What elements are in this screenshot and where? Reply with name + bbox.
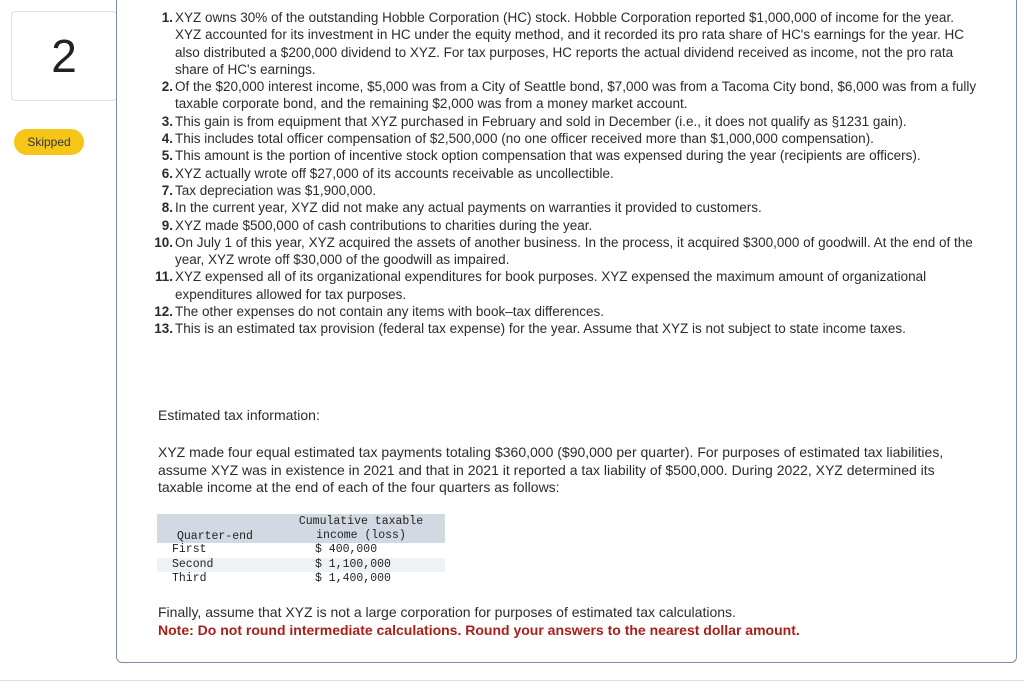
note-text: Tax depreciation was $1,900,000.	[175, 182, 377, 198]
note-text: This gain is from equipment that XYZ purchased in February and sold in December (i.e., it does not qualify as §1231 gain).	[175, 113, 907, 129]
note-text: This is an estimated tax provision (federal tax expense) for the year. Assume that XYZ is not subject to state income taxes.	[175, 321, 906, 337]
note-item	[157, 113, 982, 130]
note-text: The other expenses do not contain any items with book–tax differences.	[175, 304, 605, 320]
rounding-note: Note: Do not round intermediate calculations. Round your answers to the nearest dollar amount.	[158, 622, 800, 638]
note-item	[157, 78, 982, 113]
note-text: This includes total officer compensation of $2,500,000 (no one officer received more than $1,000,000 compensation).	[175, 131, 874, 147]
table-header	[157, 514, 445, 543]
note-number: 13.	[154, 321, 173, 337]
column-header-income-line1: Cumulative taxable	[298, 515, 424, 528]
note-text: This amount is the portion of incentive stock option compensation that was expensed during the year (recipients are officers).	[175, 148, 921, 164]
note-item	[157, 165, 982, 182]
note-number: 7.	[161, 182, 173, 198]
note-number: 6.	[161, 165, 173, 181]
note-item	[154, 268, 982, 303]
note-number: 5.	[161, 148, 173, 164]
note-text: Of the $20,000 interest income, $5,000 was from a City of Seattle bond, $7,000 was from a Tacoma City bond, $6,000 was from a fully taxable corporate bond, and the remaining $2,000 was from a money market account.	[175, 79, 977, 112]
column-header-income-line2: income (loss)	[316, 529, 406, 542]
note-item	[157, 9, 982, 78]
table-cell-amount: $ 1,100,000	[315, 557, 391, 571]
note-item	[157, 182, 982, 199]
notes-list	[154, 9, 982, 338]
final-assumption: Finally, assume that XYZ is not a large corporation for purposes of estimated tax calculations.	[158, 604, 736, 620]
note-number: 9.	[161, 217, 173, 233]
note-item	[154, 320, 982, 337]
note-text: XYZ made $500,000 of cash contributions to charities during the year.	[175, 217, 593, 233]
note-item	[154, 234, 982, 269]
note-item	[157, 199, 982, 216]
note-item	[157, 147, 982, 164]
note-number: 3.	[161, 113, 173, 129]
table-cell-amount: $ 400,000	[315, 543, 378, 556]
note-number: 11.	[154, 269, 173, 285]
note-text: On July 1 of this year, XYZ acquired the assets of another business. In the process, it acquired $300,000 of goodwill. At the end of the year, XYZ wrote off $30,000 of the goodwill as impaired.	[175, 234, 973, 268]
table-cell-quarter: Third	[172, 572, 207, 585]
status-badge: Skipped	[14, 129, 84, 155]
note-number: 4.	[161, 131, 173, 147]
table-row	[157, 543, 445, 558]
table-cell-quarter: Second	[172, 557, 214, 571]
note-number: 10.	[154, 234, 173, 250]
note-item	[157, 217, 982, 234]
note-text: XYZ actually wrote off $27,000 of its accounts receivable as uncollectible.	[175, 165, 614, 181]
column-header-quarter: Quarter-end	[177, 530, 253, 543]
table-row	[157, 558, 445, 573]
column-header-income	[291, 515, 431, 543]
note-text: XYZ expensed all of its organizational expenditures for book purposes. XYZ expensed the maximum amount of organizational expenditures allowed for tax purposes.	[175, 269, 927, 302]
table-row	[157, 572, 445, 587]
table-cell-quarter: First	[172, 543, 207, 556]
note-item	[154, 303, 982, 320]
estimated-tax-paragraph: XYZ made four equal estimated tax payments totaling $360,000 ($90,000 per quarter). For purposes of estimated tax liabilities, assume XYZ was in existence in 2021 and that in 2021 it reported a tax liability of $500,000. During 2022, XYZ determined its taxable income at the end of each of the four quarters as follows:	[158, 444, 944, 495]
table-cell-amount: $ 1,400,000	[315, 572, 391, 585]
note-item	[157, 130, 982, 147]
divider	[0, 680, 1024, 681]
question-number: 2	[51, 30, 77, 82]
question-number-box	[11, 11, 117, 101]
note-number: 12.	[154, 304, 173, 320]
note-text: In the current year, XYZ did not make any actual payments on warranties it provided to customers.	[175, 200, 762, 216]
taxable-income-table	[157, 514, 445, 587]
estimated-tax-heading: Estimated tax information:	[158, 407, 320, 423]
note-number: 1.	[161, 10, 173, 25]
note-number: 2.	[161, 79, 173, 95]
note-text: XYZ owns 30% of the outstanding Hobble Corporation (HC) stock. Hobble Corporation reported $1,000,000 of income for the year. XYZ accounted for its investment in HC under the equity method, and it recorded its pro rata share of HC's earnings for the year. HC also distributed a $200,000 dividend to XYZ. For tax purposes, HC reports the actual dividend received as income, not the pro rata share of HC's earnings.	[175, 10, 964, 77]
note-number: 8.	[161, 200, 173, 216]
